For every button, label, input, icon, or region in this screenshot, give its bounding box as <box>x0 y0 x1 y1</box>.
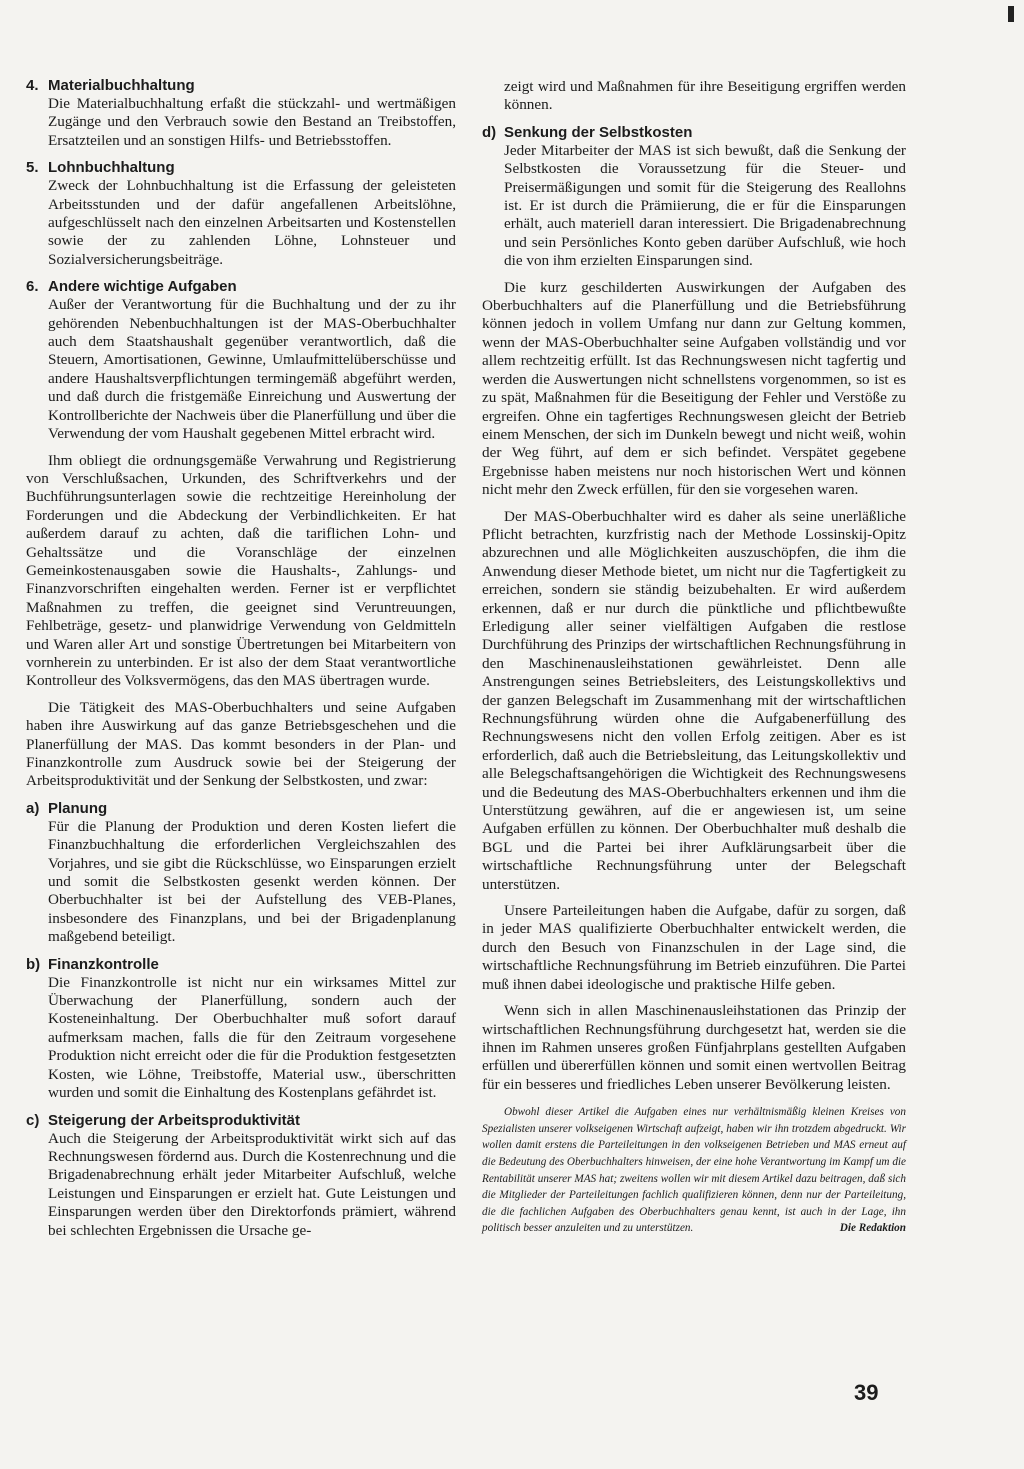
subsection-heading: d) Senkung der Selbstkosten <box>482 123 693 141</box>
subsection-arbeitsproduktivitaet <box>26 1111 456 1240</box>
section-text: Zweck der Lohnbuchhaltung ist die Erfassung der geleisteten Arbeitsstunden und der dafür angefallenen Arbeitslöhne, aufgeschlüsselt nach den einzelnen Arbeitsarten und Kostenstellen sowie der zu zahlenden Löhne, Lohnsteuer und Sozialversicherungsbeiträge. <box>48 177 456 268</box>
subsection-text: Jeder Mitarbeiter der MAS ist sich bewußt, daß die Senkung der Selbstkosten die Voraussetzung für die Steuer- und Preisermäßigungen und somit für die Steigerung des Reallohns ist. Er ist durch die Prämiierung, die er für die Einsparungen erhält, auch materiell daran interessiert. Die Brigadenabrechnung und sein Persönliches Konto geben darüber Aufschluß, wie hoch die von ihm erzielten Einsparungen sind. <box>504 141 906 270</box>
continuation-text: zeigt wird und Maßnahmen für ihre Beseitigung ergriffen werden können. <box>504 78 906 114</box>
page-number: 39 <box>854 1380 879 1405</box>
subsection-text: Die Finanzkontrolle ist nicht nur ein wirksames Mittel zur Überwachung der Planerfüllung, sondern auch der Kosteneinhaltung. Der Oberbuchhalter muß sofort darauf aufmerksam machen, falls die für den Zeitraum vorgesehene Produktion nicht erreicht oder die für die Produktion festgesetzten Kosten, wie Löhne, Treibstoffe, Material usw., überschritten wurden und somit die Einhaltung des Kostenplans gefährdet ist. <box>48 973 456 1102</box>
corner-mark <box>1008 6 1014 22</box>
subsection-finanzkontrolle <box>26 955 456 1103</box>
subsection-text: Auch die Steigerung der Arbeitsproduktivität wirkt sich auf das Rechnungswesen fördernd aus. Durch die Kostenrechnung und die Brigadenabrechnung erhält jeder Mitarbeiter Aufschluß, welche Leistungen und Einsparungen er erzielt hat. Gute Leistungen und Einsparungen werden über den Direktorfonds prämiert, während bei schlechten Ergebnissen die Ursache ge- <box>48 1129 456 1239</box>
section-heading: 6. Andere wichtige Aufgaben <box>26 278 237 296</box>
subsection-text: Für die Planung der Produktion und deren Kosten liefert die Finanzbuchhaltung die erforderlichen Vergleichszahlen des Vorjahres, und sie gibt die Rückschlüsse, wo Einsparungen erzielt und somit die Selbstkosten gesenkt werden können. Der Oberbuchhalter ist bei der Aufstellung des VEB-Planes, insbesondere des Finanzplans, und bei der Brigadenplanung maßgebend beteiligt. <box>48 817 456 946</box>
body-paragraph: Wenn sich in allen Maschinenausleihstationen das Prinzip der wirtschaftlichen Rechnungsführung durchgesetzt hat, werden sie die ihnen im Rahmen unseres großen Fünfjahrplans gestellten Aufgaben erfüllen und übererfüllen können und somit einen wertvollen Beitrag für ein besseres und friedliches Leben unserer Bevölkerung leisten. <box>482 1002 906 1093</box>
editorial-note <box>482 1104 906 1237</box>
left-column <box>26 76 456 1248</box>
section-heading: 5. Lohnbuchhaltung <box>26 159 175 177</box>
right-column <box>482 78 906 1237</box>
section-text: Außer der Verantwortung für die Buchhaltung und der zu ihr gehörenden Nebenbuchhaltungen ist der MAS-Oberbuchhalter auch dem Staatshaushalt gegenüber verantwortlich, daß die Steuern, Amortisationen, Gewinne, Umlaufmittelüberschüsse und andere Haushaltsverpflichtungen termingemäß abgeführt werden, und daß durch die fristgemäße Einreichung und Auswertung der Kontrollberichte der Nachweis über die Planerfüllung und über die Verwendung der vom Haushalt gegebenen Mittel erbracht wird. <box>48 296 456 443</box>
section-text: Die Materialbuchhaltung erfaßt die stückzahl- und wertmäßigen Zugänge und den Verbrauch sowie den Bestand an Treibstoffen, Ersatzteilen und an sonstigen Hilfs- und Betriebsstoffen. <box>48 95 456 149</box>
editorial-note-text: Obwohl dieser Artikel die Aufgaben eines nur verhältnismäßig kleinen Kreises von Spezialisten unserer volkseigenen Wirtschaft aufzeigt, haben wir ihn trotzdem abgedruckt. Wir wollen damit erstens die Parteileitungen in den volkseigenen Betrieben und MAS erneut auf die Bedeutung des Oberbuchhalters hinweisen, der eine hohe Verantwortung im Kampf um die Rentabilität unserer MAS hat; zweitens wollen wir mit diesem Artikel dazu beitragen, daß sich die Mitglieder der Parteileitungen fachlich qualifizieren können, denn nur der Parteileitung, die die fachlichen Aufgaben des Oberbuchhalters genau kennt, ist auch in der Lage, ihn politisch besser anzuleiten und zu unterstützen. <box>482 1106 906 1235</box>
subsection-selbstkosten <box>482 123 906 271</box>
section-heading: 4. Materialbuchhaltung <box>26 77 195 94</box>
body-paragraph: Ihm obliegt die ordnungsgemäße Verwahrung und Registrierung von Verschlußsachen, Urkunden, des Schriftverkehrs und der Buchführungsunterlagen sowie die rechtzeitige Hereinholung der Forderungen und die Abdeckung der Verbindlichkeiten. Er hat außerdem darauf zu achten, daß die tariflichen Lohn- und Gehaltssätze und die Voranschläge der einzelnen Gemeinkostenausgaben sowie die Haushalts-, Zahlungs- und Finanzvorschriften eingehalten werden. Ferner ist er verpflichtet Maßnahmen zu treffen, die geeignet sind Veruntreuungen, Fehlbeträge, gesetz- und planwidrige Verwendung von Geldmitteln und Waren aller Art und sonstige Übertretungen bei Mitarbeitern von vornherein zu unterbinden. Er ist also der dem Staat verantwortliche Kontrolleur des Volksvermögens, das den MAS übertragen wurde. <box>26 451 456 690</box>
body-paragraph: Die kurz geschilderten Auswirkungen der Aufgaben des Oberbuchhalters auf die Planerfüllung und die Betriebsführung können jedoch in vollem Umfang nur dann zur Geltung kommen, wenn der MAS-Oberbuchhalter seine Aufgaben vollständig und vor allem rechtzeitig erfüllt. Ist das Rechnungswesen nicht tagfertig und werden die Auswertungen nicht schnellstens vorgenommen, so ist es zu spät, Maßnahmen für die Beseitigung der Fehler und Verstöße zu ergreifen. Ohne ein tagfertiges Rechnungswesen gleicht der Betrieb einem Menschen, der sich im Dunkeln bewegt und nicht weiß, wohin der Weg führt, auf dem er sich befindet. Verspätet gegebene Ergebnisse haben meistens nur noch historischen Wert und können nicht mehr den Zweck erfüllen, für den sie vorgesehen waren. <box>482 278 906 499</box>
section-lohnbuchhaltung <box>26 158 456 269</box>
subsection-heading: c) Steigerung der Arbeitsproduktivität <box>26 1111 300 1129</box>
section-materialbuchhaltung <box>26 76 456 150</box>
editorial-signature: Die Redaktion <box>839 1222 906 1235</box>
body-paragraph: Der MAS-Oberbuchhalter wird es daher als seine unerläßliche Pflicht betrachten, kurzfristig nach der Methode Lossinskij-Opitz abzurechnen und alle Möglichkeiten auszuschöpfen, die ihm die Anwendung dieser Methode bietet, um nicht nur die Tagfertigkeit zu erreichen, sondern sie ständig beizubehalten. Er wird außerdem erkennen, daß er nur durch die pünktliche und pflichtbewußte Erledigung aller seiner vielfältigen Aufgaben die restlose Durchführung des Prinzips der wirtschaftlichen Rechnungsführung in den Maschinenausleihstationen gewährleistet. Denn alle Anstrengungen seines Betriebsleiters, des Leistungskollektivs und der ganzen Belegschaft im Zusammenhang mit der wirtschaftlichen Rechnungsführung würden ohne die Aufgabenerfüllung des Rechnungswesens nicht den vollen Erfolg zeitigen. Aber es ist erforderlich, daß auch die Betriebsleitung, das Leitungskollektiv und alle Belegschaftsangehörigen die Wichtigkeit des Rechnungswesens und die Bedeutung des MAS-Oberbuchhalters erkennen und ihm die Unterstützung gewähren, auf die er angewiesen ist, um seine Aufgaben erfüllen zu können. Der Oberbuchhalter muß deshalb die BGL und die Partei bei ihrer Aufklärungsarbeit über die wirtschaftliche Rechnungsführung unter der Belegschaft unterstützen. <box>482 507 906 893</box>
body-paragraph: Unsere Parteileitungen haben die Aufgabe, dafür zu sorgen, daß in jeder MAS qualifizierte Oberbuchhalter entwickelt werden, die durch den Besuch von Finanzschulen in der Lage sind, die wirtschaftliche Rechnungsführung im Betrieb einzuführen. Die Partei muß ihnen dabei ideologische und praktische Hilfe geben. <box>482 902 906 993</box>
section-andere-aufgaben <box>26 277 456 443</box>
subsection-planung <box>26 799 456 947</box>
body-paragraph: Die Tätigkeit des MAS-Oberbuchhalters und seine Aufgaben haben ihre Auswirkung auf das ganze Betriebsgeschehen und die Planerfüllung der MAS. Das kommt besonders in der Plan- und Finanzkontrolle zum Ausdruck sowie bei der Steigerung der Arbeitsproduktivität und der Senkung der Selbstkosten, und zwar: <box>26 698 456 790</box>
continuation-block <box>482 78 906 115</box>
subsection-heading: b) Finanzkontrolle <box>26 955 159 973</box>
subsection-heading: a) Planung <box>26 799 108 817</box>
